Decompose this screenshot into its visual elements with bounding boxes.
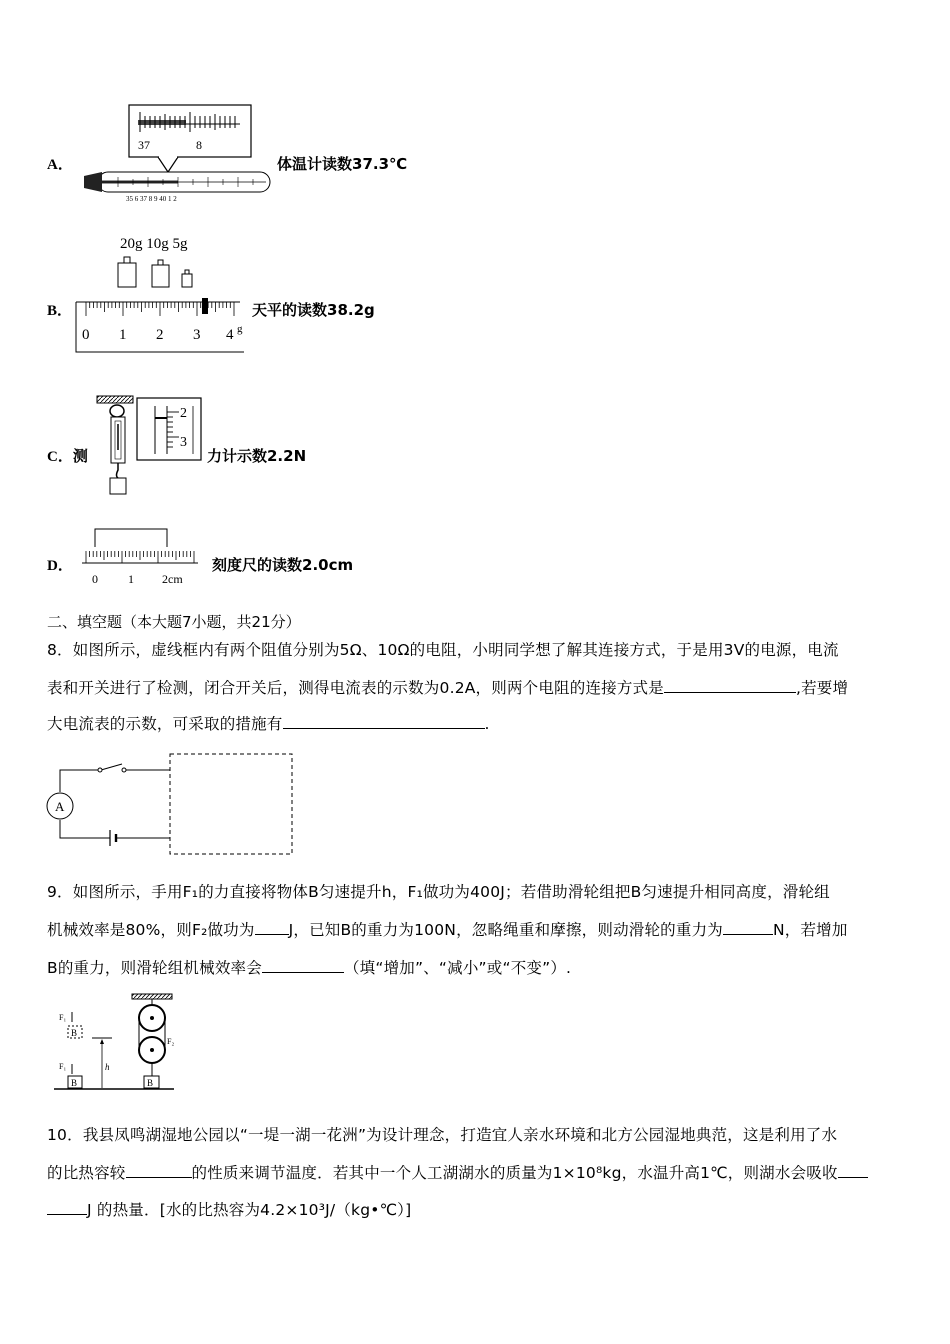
svg-text:2cm: 2cm (162, 572, 183, 586)
svg-text:A: A (55, 799, 65, 814)
q8-blank1[interactable] (664, 678, 796, 693)
weight-5g-icon (182, 270, 192, 287)
svg-text:2: 2 (156, 327, 164, 343)
spring-scale-figure (93, 394, 205, 496)
option-a-text: 体温计读数37.3℃ (277, 155, 408, 173)
svg-text:37: 37 (138, 138, 150, 152)
svg-text:8: 8 (196, 138, 202, 152)
q10-line1: 10．我县凤鸣湖湿地公园以“一堤一湖一花洲”为设计理念，打造宜人亲水环境和北方公园湿地典范，这是利用了水 (47, 1126, 838, 1144)
svg-text:g: g (237, 323, 243, 335)
svg-text:4: 4 (226, 327, 234, 343)
q9-pulley-figure (54, 990, 184, 1094)
q8-circuit-figure (44, 750, 299, 858)
q10-blank1[interactable] (126, 1163, 192, 1178)
option-b-text: 天平的读数38.2g (252, 301, 375, 319)
svg-text:B: B (71, 1028, 78, 1038)
svg-text:2: 2 (180, 406, 187, 421)
q9-line3: B的重力，则滑轮组机械效率会 （填“增加”、“减小”或“不变”）. (47, 959, 572, 977)
option-a-letter: A． (47, 157, 73, 173)
thermometer-figure (78, 102, 274, 204)
q9-blank3[interactable] (262, 958, 344, 973)
q8-blank2[interactable] (283, 714, 485, 729)
svg-text:0: 0 (82, 327, 90, 343)
svg-text:35 6 37 8 9 40 1 2: 35 6 37 8 9 40 1 2 (126, 195, 177, 203)
svg-text:0: 0 (92, 572, 98, 586)
q8-line2: 表和开关进行了检测，闭合开关后，测得电流表的示数为0.2A，则两个电阻的连接方式是 ,若要增 (47, 679, 849, 697)
svg-text:h: h (105, 1062, 110, 1072)
option-c-letter: C．测 (47, 449, 88, 465)
q8-line3: 大电流表的示数，可采取的措施有 . (47, 715, 490, 733)
svg-text:20g 10g 5g: 20g 10g 5g (120, 236, 188, 252)
svg-text:B: B (71, 1078, 78, 1088)
option-c-text: 力计示数2.2N (207, 447, 307, 465)
svg-text:F₂: F₂ (167, 1037, 175, 1046)
section-title: 二、填空题（本大题7小题，共21分） (47, 613, 301, 631)
q9-blank1[interactable] (255, 920, 289, 935)
svg-text:3: 3 (180, 435, 187, 450)
svg-text:1: 1 (128, 572, 134, 586)
q10-blank2a[interactable] (838, 1163, 868, 1178)
balance-figure (74, 232, 254, 356)
q9-line1: 9．如图所示，手用F₁的力直接将物体B匀速提升h，F₁做功为400J；若借助滑轮组把B匀速提升相同高度，滑轮组 (47, 883, 830, 901)
svg-text:F₁: F₁ (59, 1062, 67, 1071)
svg-text:B: B (147, 1078, 154, 1088)
svg-text:1: 1 (119, 327, 127, 343)
q9-blank2[interactable] (723, 920, 773, 935)
option-b-letter: B． (47, 303, 73, 319)
weight-10g-icon (152, 260, 169, 287)
option-d-letter: D． (47, 558, 73, 574)
q10-blank2b[interactable] (47, 1200, 87, 1215)
option-d-text: 刻度尺的读数2.0cm (212, 556, 354, 574)
q9-line2: 机械效率是80%，则F₂做功为 J，已知B的重力为100N，忽略绳重和摩擦，则动滑轮的重力为 N，若增加 (47, 921, 848, 939)
svg-text:F₁: F₁ (59, 1013, 67, 1022)
q8-line1: 8．如图所示，虚线框内有两个阻值分别为5Ω、10Ω的电阻，小明同学想了解其连接方式，于是用3V的电源，电流 (47, 641, 839, 659)
weight-20g-icon (118, 257, 136, 287)
q10-line3: J 的热量．[水的比热容为4.2×10³J/（kg•℃）] (47, 1198, 411, 1220)
ruler-figure (80, 523, 200, 589)
q10-line2: 的比热容较 的性质来调节温度．若其中一个人工湖湖水的质量为1×10⁸kg，水温升高1℃，则湖水会吸收 (47, 1161, 868, 1183)
svg-text:3: 3 (193, 327, 201, 343)
